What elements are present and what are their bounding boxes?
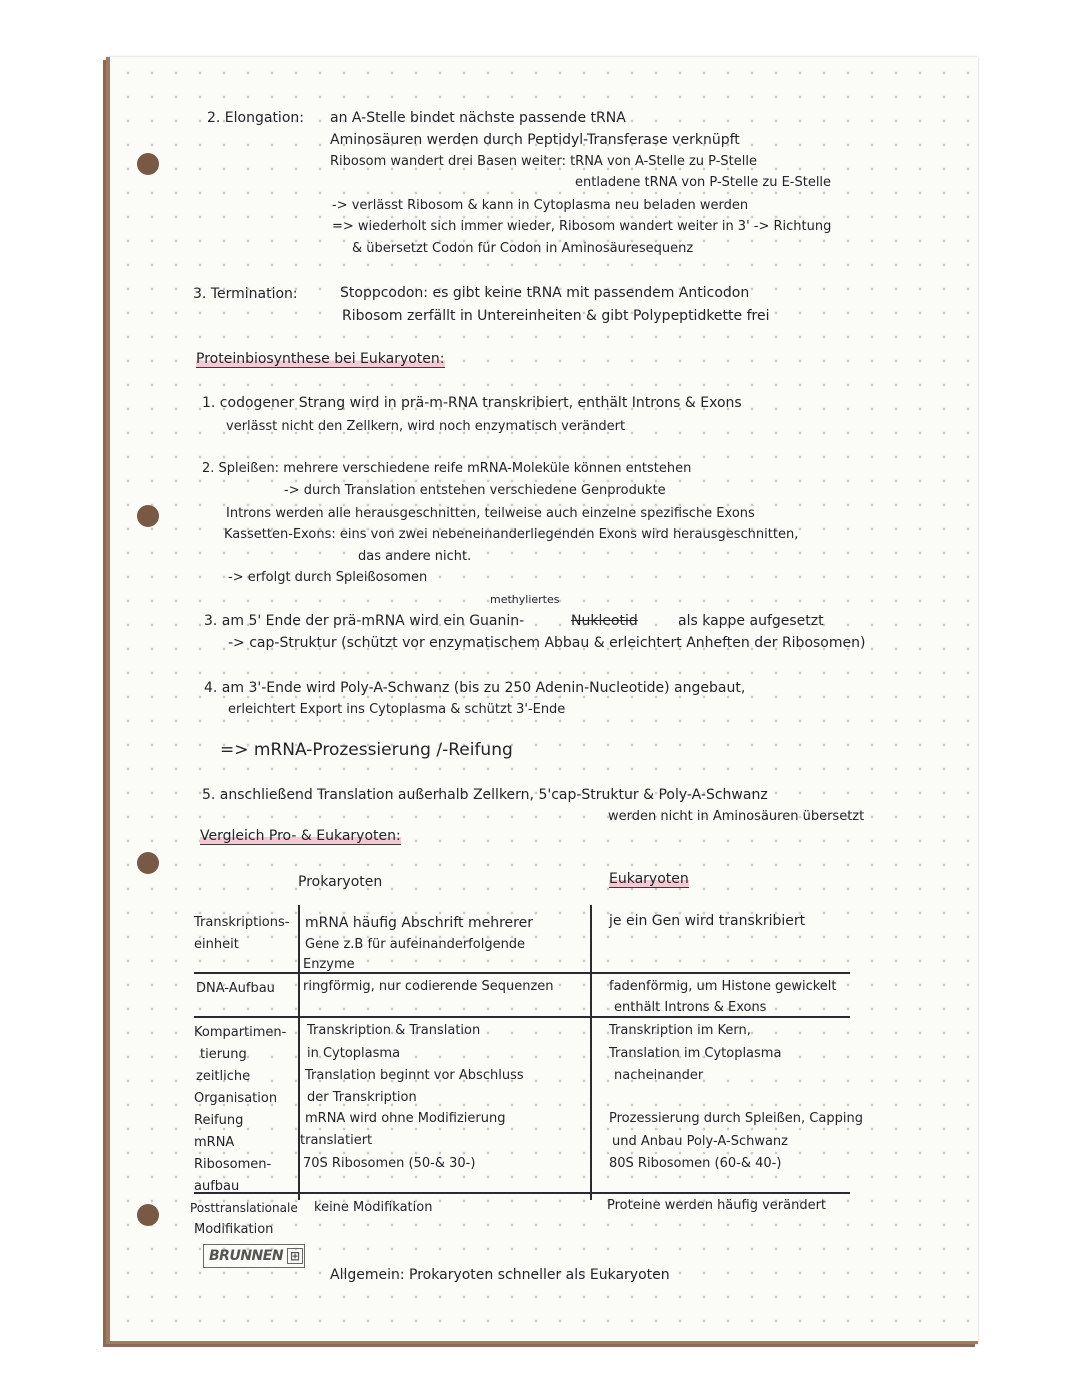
conclusion-note: Allgemein: Prokaryoten schneller als Eukaryoten	[330, 1267, 670, 1283]
table-row-divider	[194, 1192, 850, 1194]
elongation-line: -> verlässt Ribosom & kann in Cytoplasma neu beladen werden	[332, 198, 749, 213]
step-5-line: werden nicht in Aminosäuren übersetzt	[608, 809, 865, 824]
pro-cell: 70S Ribosomen (50-& 30-)	[303, 1156, 476, 1171]
row-label: Ribosomen-	[194, 1157, 272, 1172]
row-label: mRNA	[194, 1135, 235, 1150]
punch-hole-3	[137, 852, 159, 874]
step-5-line: 5. anschließend Translation außerhalb Zellkern, 5'cap-Struktur & Poly-A-Schwanz	[202, 787, 768, 803]
row-label: Modifikation	[194, 1222, 274, 1237]
step-2-line: Kassetten-Exons: eins von zwei nebeneinanderliegenden Exons wird herausgeschnitten,	[224, 527, 799, 542]
column-header-eukaryoten: Eukaryoten	[609, 871, 689, 887]
pro-cell: in Cytoplasma	[307, 1046, 401, 1061]
pro-cell: translatiert	[300, 1133, 373, 1148]
pro-cell: der Transkription	[307, 1090, 417, 1105]
row-label: Transkriptions-	[194, 915, 290, 930]
eu-cell: Translation im Cytoplasma	[609, 1046, 782, 1061]
pro-cell: ringförmig, nur codierende Sequenzen	[303, 979, 554, 994]
pro-cell: Enzyme	[303, 957, 355, 972]
step-2-line: Introns werden alle herausgeschnitten, teilweise auch einzelne spezifische Exons	[226, 506, 755, 521]
punch-hole-1	[137, 153, 159, 175]
elongation-line: Ribosom wandert drei Basen weiter: tRNA von A-Stelle zu P-Stelle	[330, 154, 757, 169]
pro-cell: Transkription & Translation	[307, 1023, 481, 1038]
eu-cell: Proteine werden häufig verändert	[607, 1198, 827, 1213]
step-3-line: 3. am 5' Ende der prä-mRNA wird ein Guanin-	[204, 613, 525, 629]
elongation-line: & übersetzt Codon für Codon in Aminosäuresequenz	[352, 241, 694, 256]
step-2-line: -> erfolgt durch Spleißosomen	[228, 570, 428, 585]
punch-hole-4	[137, 1204, 159, 1226]
step-1-line: verlässt nicht den Zellkern, wird noch enzymatisch verändert	[226, 419, 626, 434]
elongation-line: Aminosäuren werden durch Peptidyl-Transferase verknüpft	[330, 132, 740, 148]
row-label: einheit	[194, 937, 239, 952]
eu-cell: fadenförmig, um Histone gewickelt	[609, 979, 837, 994]
row-label: Organisation	[194, 1091, 278, 1106]
termination-line: Stoppcodon: es gibt keine tRNA mit passendem Anticodon	[340, 285, 750, 301]
step-1-line: 1. codogener Strang wird in prä-m-RNA transkribiert, enthält Introns & Exons	[202, 395, 742, 411]
row-label: zeitliche	[196, 1069, 251, 1084]
pro-cell: keine Modifikation	[314, 1200, 433, 1215]
processing-note: => mRNA-Prozessierung /-Reifung	[220, 740, 513, 760]
eu-cell: je ein Gen wird transkribiert	[609, 913, 806, 929]
row-label: DNA-Aufbau	[196, 981, 275, 996]
step-2-line: 2. Spleißen: mehrere verschiedene reife mRNA-Moleküle können entstehen	[202, 461, 692, 476]
punch-hole-2	[137, 505, 159, 527]
eukaryoten-heading: Proteinbiosynthese bei Eukaryoten:	[196, 351, 445, 367]
elongation-line: => wiederholt sich immer wieder, Ribosom wandert weiter in 3' -> Richtung	[332, 219, 832, 234]
eu-cell: Prozessierung durch Spleißen, Capping	[609, 1111, 863, 1126]
column-header-prokaryoten: Prokaryoten	[298, 874, 383, 890]
step-2-line: -> durch Translation entstehen verschiedene Genprodukte	[284, 483, 666, 498]
table-row-divider	[194, 1016, 850, 1018]
step-3-line: -> cap-Struktur (schützt vor enzymatischem Abbau & erleichtert Anheften der Ribosomen)	[228, 635, 866, 651]
table-column-divider	[298, 905, 300, 1200]
eu-cell: und Anbau Poly-A-Schwanz	[612, 1134, 788, 1149]
eu-cell: 80S Ribosomen (60-& 40-)	[609, 1156, 782, 1171]
vergleich-heading: Vergleich Pro- & Eukaryoten:	[200, 828, 401, 844]
pro-cell: mRNA häufig Abschrift mehrerer	[305, 915, 533, 931]
eu-cell: Transkription im Kern,	[609, 1023, 751, 1038]
termination-line: Ribosom zerfällt in Untereinheiten & gibt Polypeptidkette frei	[342, 308, 770, 324]
step-3-struck-word: Nukleotid	[571, 613, 638, 629]
pro-cell: Gene z.B für aufeinanderfolgende	[305, 937, 526, 952]
table-row-divider	[194, 972, 850, 974]
elongation-label: 2. Elongation:	[207, 110, 304, 126]
eu-cell: enthält Introns & Exons	[614, 1000, 767, 1015]
row-label: aufbau	[194, 1179, 240, 1194]
eu-cell: nacheinander	[614, 1068, 704, 1083]
brunnen-logo	[203, 1244, 305, 1268]
step-4-line: erleichtert Export ins Cytoplasma & schützt 3'-Ende	[228, 702, 566, 717]
elongation-line: an A-Stelle bindet nächste passende tRNA	[330, 110, 626, 126]
pro-cell: mRNA wird ohne Modifizierung	[305, 1111, 506, 1126]
row-label: tierung	[200, 1047, 247, 1062]
step-4-line: 4. am 3'-Ende wird Poly-A-Schwanz (bis zu 250 Adenin-Nucleotide) angebaut,	[204, 680, 746, 696]
step-2-line: das andere nicht.	[358, 549, 472, 564]
row-label: Kompartimen-	[194, 1025, 287, 1040]
termination-label: 3. Termination:	[193, 286, 298, 302]
pro-cell: Translation beginnt vor Abschluss	[305, 1068, 524, 1083]
elongation-line: entladene tRNA von P-Stelle zu E-Stelle	[575, 175, 832, 190]
step-3-line: als kappe aufgesetzt	[678, 613, 824, 629]
row-label: Posttranslationale	[190, 1201, 298, 1215]
brand-text: BRUNNEN	[209, 1248, 284, 1264]
table-column-divider	[590, 905, 592, 1200]
brand-logo-icon: ⊞	[287, 1248, 303, 1264]
step-3-insert: methyliertes	[490, 593, 560, 606]
row-label: Reifung	[194, 1113, 244, 1128]
